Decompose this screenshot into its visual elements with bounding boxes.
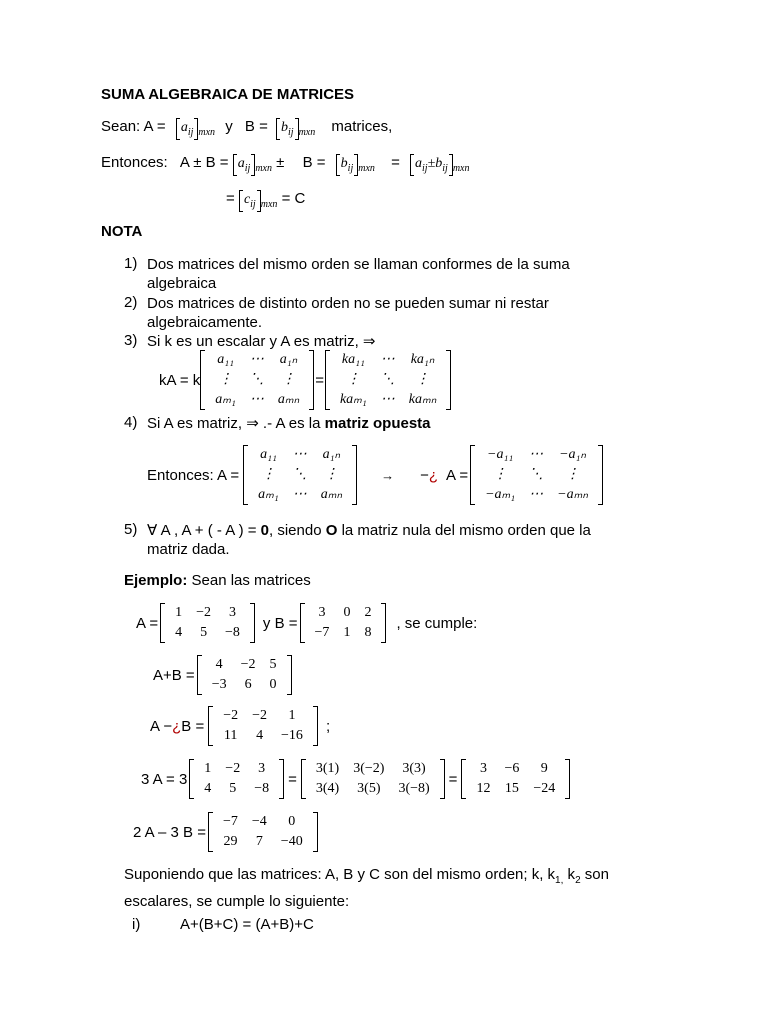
note-4-text: Si A es matriz, ⇒ .- A es la matriz opuesta	[147, 415, 431, 432]
matrix-3a-1: 1 −2 3 4 5 −8	[189, 759, 284, 799]
nota-heading: NOTA	[101, 223, 143, 240]
ka-equation: kA = k a₁₁ ⋯ a₁ₙ ⋮ ⋱ ⋮ aₘ₁ ⋯ aₘₙ = ka₁₁ ⋯ ka₁ₙ ⋮ ⋱ ⋮ kaₘ₁ ⋯ kaₘₙ	[159, 350, 451, 410]
note-5-text: ∀ A , A + ( - A ) = 0, siendo O la matriz nula del mismo orden que la matriz dada.	[147, 522, 591, 558]
note-2: 2)	[124, 294, 138, 311]
ejemplo-heading: Ejemplo: Sean las matrices	[124, 572, 311, 589]
matrix-3a-2: 3(1) 3(−2) 3(3) 3(4) 3(5) 3(−8)	[301, 759, 445, 799]
matrix-neg-a: −a₁₁ ⋯ −a₁ₙ ⋮ ⋱ ⋮ −aₘ₁ ⋯ −aₘₙ	[470, 445, 603, 505]
example-a-b: A = 1 −2 3 4 5 −8 y B = 3 0 2 −7 1 8 , se cumple:	[136, 603, 477, 643]
entonces-line-1: Entonces: $A \pm B = a_{ij}$ $_{mxn} \pm B = b_{ij}$ $_{mxn} = a_{ij}\pm b_{ij}$ $_{mxn}$	[101, 154, 470, 174]
matrix-b-example: 3 0 2 −7 1 8	[300, 603, 387, 643]
example-difference: A − ¿ B = −2 −2 1 11 4 −16 ;	[150, 706, 330, 746]
note-5: 5)	[124, 521, 138, 538]
example-2a-3b: 2 A – 3 B = −7 −4 0 29 7 −40	[133, 812, 318, 852]
example-3a: 3 A = 3 1 −2 3 4 5 −8 = 3(1) 3(−2) 3(3) 3(4) 3(5) 3(−8) = 3 −6 9 12 15 −24	[141, 759, 570, 799]
ka-matrix-ka: ka₁₁ ⋯ ka₁ₙ ⋮ ⋱ ⋮ kaₘ₁ ⋯ kaₘₙ	[325, 350, 451, 410]
suponiendo-paragraph: Suponiendo que las matrices: A, B y C son del mismo orden; k, $k_{1,}$ $k_2$ son escalares, se cumple lo siguiente:	[124, 866, 609, 910]
opuesta-equation: Entonces: A = a₁₁ ⋯ a₁ₙ ⋮ ⋱ ⋮ aₘ₁ ⋯ aₘₙ → − ¿ A = −a₁₁ ⋯ −a₁ₙ ⋮ ⋱ ⋮ −aₘ₁ ⋯ −aₘₙ	[147, 445, 603, 505]
note-4: 4)	[124, 414, 138, 431]
example-sum: A+B = 4 −2 5 −3 6 0	[153, 655, 292, 695]
property-i-num: i)	[132, 916, 141, 933]
matrix-difference: −2 −2 1 11 4 −16	[208, 706, 318, 746]
note-1-text: Dos matrices del mismo orden se llaman conformes de la suma algebraica	[147, 256, 570, 292]
note-2-text: Dos matrices de distinto orden no se pueden sumar ni restar algebraicamente.	[147, 295, 549, 331]
ka-matrix-a: a₁₁ ⋯ a₁ₙ ⋮ ⋱ ⋮ aₘ₁ ⋯ aₘₙ	[200, 350, 314, 410]
note-3: 3)	[124, 332, 138, 349]
matrix-3a-3: 3 −6 9 12 15 −24	[461, 759, 570, 799]
note-1: 1)	[124, 255, 138, 272]
matrix-a: a₁₁ ⋯ a₁ₙ ⋮ ⋱ ⋮ aₘ₁ ⋯ aₘₙ	[243, 445, 357, 505]
sean-line: Sean: $A = a_{ij}$ $_{mxn}$ y $B = b_{ij}$ $_{mxn}$ matrices,	[101, 118, 393, 138]
matrix-a-example: 1 −2 3 4 5 −8	[160, 603, 255, 643]
property-i-text: A+(B+C) = (A+B)+C	[180, 916, 314, 933]
page-title: SUMA ALGEBRAICA DE MATRICES	[101, 86, 355, 103]
note-3-text: Si k es un escalar y A es matriz, ⇒	[147, 333, 376, 350]
matrix-sum: 4 −2 5 −3 6 0	[197, 655, 292, 695]
matrix-2a-3b: −7 −4 0 29 7 −40	[208, 812, 318, 852]
entonces-line-2: = $c_{ij}$ $_{mxn}$ = C	[226, 190, 306, 210]
